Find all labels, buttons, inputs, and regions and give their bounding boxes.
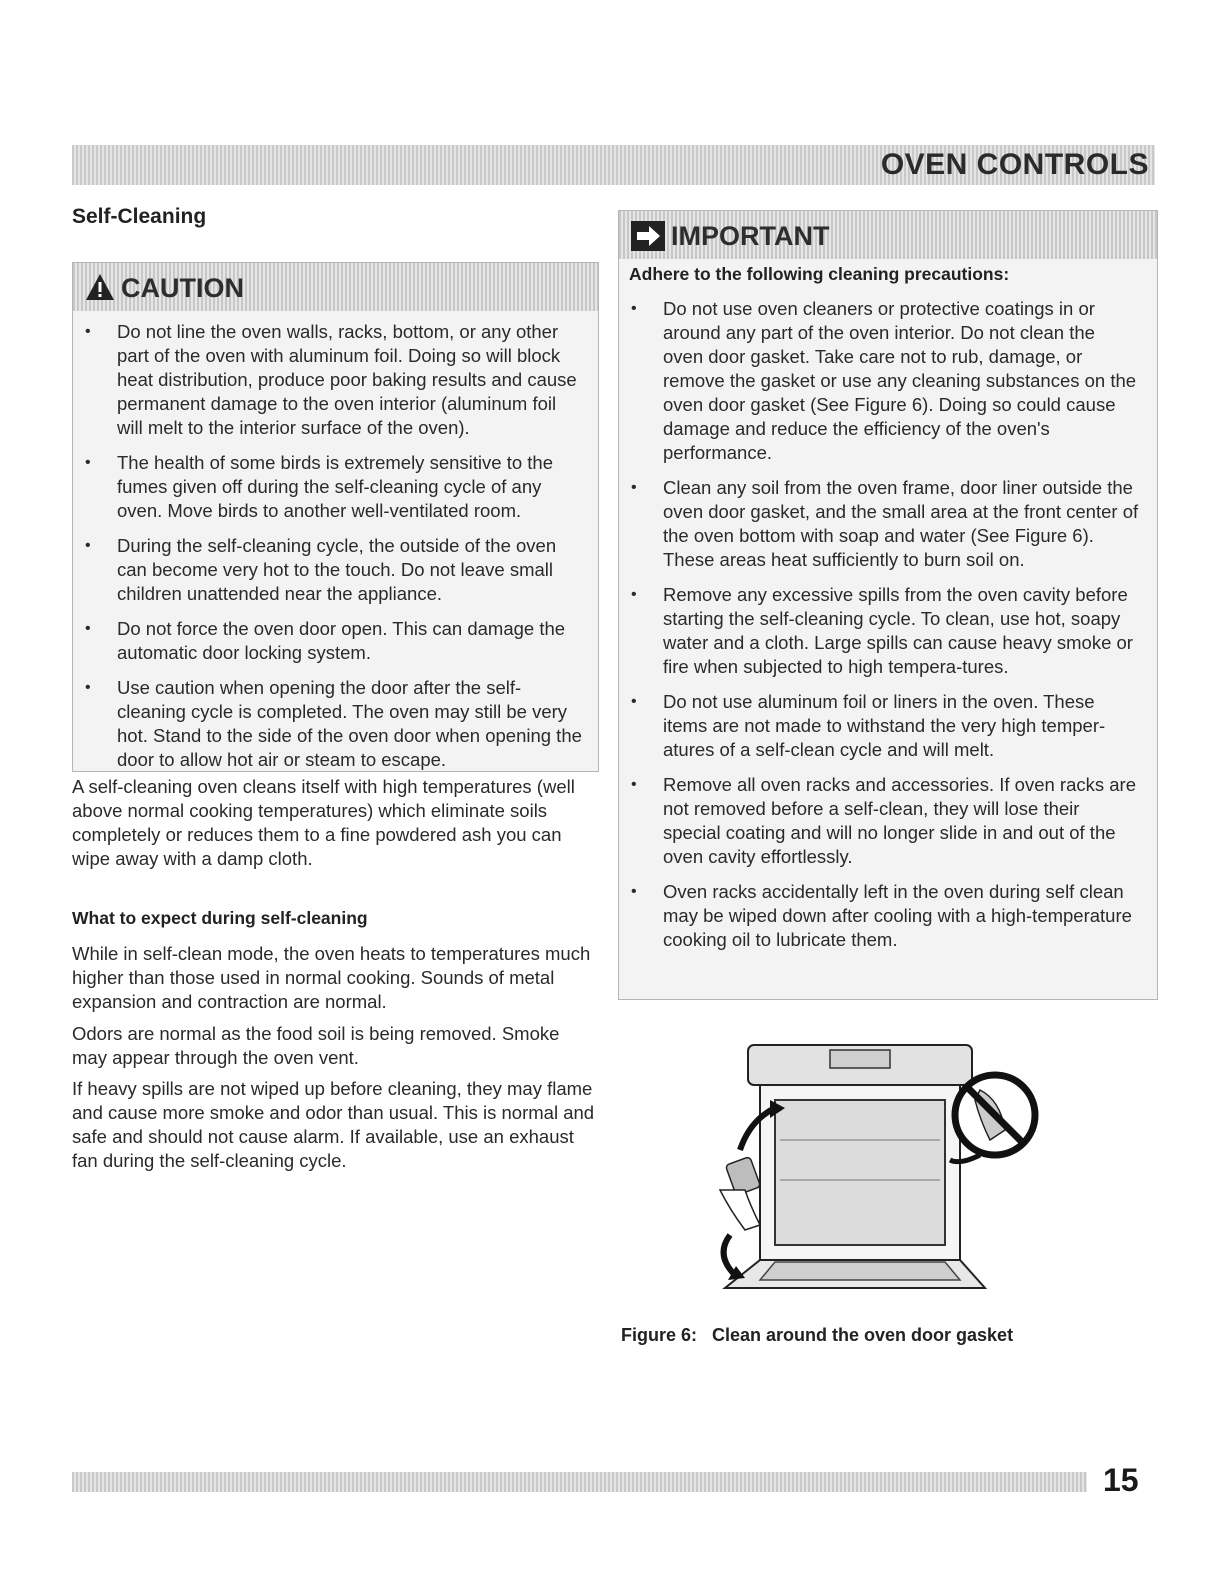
list-item: • Remove any excessive spills from the oven cavity before starting the self-cleaning cycle. To clean, use hot, soapy water and a cloth. Large spills can cause heavy smoke or fire when subjected to high tempera-tures. [619,583,1139,679]
footer-band [72,1472,1087,1492]
paragraph: Odors are normal as the food soil is being removed. Smoke may appear through the oven vent. [72,1023,560,1068]
page-section-title: OVEN CONTROLS [880,148,1149,181]
arrow-right-icon [631,221,665,251]
list-item: • Do not force the oven door open. This can damage the automatic door locking system. [73,617,585,665]
section-title: Self-Cleaning [72,205,207,228]
subheading: What to expect during self-cleaning [72,908,368,928]
important-subheading: Adhere to the following cleaning precautions: [629,264,1010,284]
figure-caption: Figure 6: Clean around the oven door gasket [621,1325,1014,1345]
list-item: • During the self-cleaning cycle, the outside of the oven can become very hot to the touch. Do not leave small children unattended near the appliance. [73,534,585,606]
list-item: • Oven racks accidentally left in the oven during self clean may be wiped down after cooling with a high-temperature cooking oil to lubricate them. [619,880,1139,952]
important-list [619,297,1139,963]
list-item: • Do not use oven cleaners or protective coatings in or around any part of the oven interior. Do not clean the oven door gasket. Take care not to rub, damage, or remove the gasket or use any cleaning substances on the oven door gasket (See Figure 6). Doing so could cause damage and reduce the efficiency of the oven's performance. [619,297,1139,465]
caution-header [73,263,598,311]
page-number: 15 [1103,1462,1139,1498]
important-label: IMPORTANT [671,221,830,251]
list-item: • Use caution when opening the door after the self-cleaning cycle is completed. The oven may still be very hot. Stand to the side of the oven door when opening the door to allow hot air or steam to escape. [73,676,585,772]
caution-list [73,320,585,783]
list-item: • Do not use aluminum foil or liners in the oven. These items are not made to withstand the very high temper-atures of a self-clean cycle and will melt. [619,690,1139,762]
caution-box [72,262,599,772]
intro-paragraph: A self-cleaning oven cleans itself with high temperatures (well above normal cooking temperatures) which eliminate soils completely or reduces them to a fine powdered ash you can wipe away with a damp cloth. [72,776,575,869]
warning-icon [85,273,115,301]
list-item: • Do not line the oven walls, racks, bottom, or any other part of the oven with aluminum foil. Doing so will block heat distribution, produce poor baking results and cause permanent damage to the oven interior (aluminum foil will melt to the interior surface of the oven). [73,320,585,440]
paragraph: If heavy spills are not wiped up before cleaning, they may flame and cause more smoke and odor than usual. This is normal and safe and should not cause alarm. If available, use an exhaust fan during the self-cleaning cycle. [72,1078,595,1171]
list-item: • The health of some birds is extremely sensitive to the fumes given off during the self-cleaning cycle of any oven. Move birds to another well-ventilated room. [73,451,585,523]
list-item: • Clean any soil from the oven frame, door liner outside the oven door gasket, and the small area at the front center of the oven bottom with soap and water (See Figure 6). These areas heat sufficiently to burn soil on. [619,476,1139,572]
important-box [618,210,1158,1000]
oven-door-illustration [700,1030,1060,1310]
header-band [72,145,1155,185]
caution-label: CAUTION [121,273,244,303]
important-header [619,211,1157,259]
paragraph: While in self-clean mode, the oven heats to temperatures much higher than those used in normal cooking. Sounds of metal expansion and contraction are normal. [72,943,591,1012]
list-item: • Remove all oven racks and accessories. If oven racks are not removed before a self-clean, they will lose their special coating and will no longer slide in and out of the oven cavity effortlessly. [619,773,1139,869]
